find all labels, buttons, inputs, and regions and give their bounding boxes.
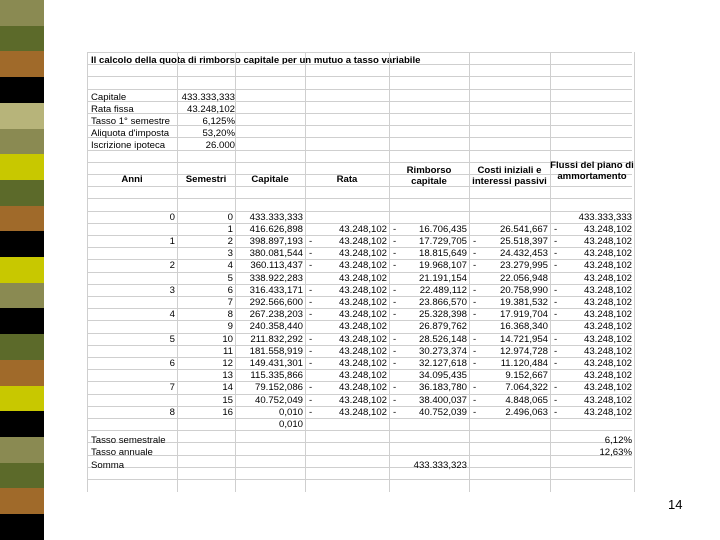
- stripe-segment: [0, 283, 44, 309]
- cell-capitale: 316.433,171: [249, 284, 303, 296]
- cell-anno: 6: [169, 358, 175, 369]
- cell-flussi: 43.248,102: [583, 406, 632, 418]
- cell-rimborso: 28.526,148: [418, 333, 467, 345]
- cell-rimborso-sign: -: [393, 333, 397, 345]
- stripe-segment: [0, 0, 44, 26]
- stripe-segment: [0, 360, 44, 386]
- cell-rimborso: 26.879,762: [418, 321, 467, 333]
- grid-line: [87, 430, 632, 431]
- column-header-rimborso: Rimborso capitale: [406, 164, 452, 187]
- cell-flussi: 43.248,102: [583, 358, 632, 369]
- param-value: 53,20%: [202, 128, 235, 140]
- cell-flussi: 43.248,102: [583, 333, 632, 345]
- cell-costi: 12.974,728: [499, 345, 548, 357]
- cell-rata-sign: -: [309, 260, 313, 272]
- cell-semestre: 13: [222, 370, 233, 382]
- cell-costi: 25.518,397: [499, 236, 548, 247]
- stripe-segment: [0, 463, 44, 489]
- sheet-title: Il calcolo della quota di rimborso capitale per un mutuo a tasso variabile: [91, 55, 421, 66]
- cell-rimborso-sign: -: [393, 284, 397, 296]
- cell-flussi-sign: -: [554, 358, 558, 369]
- grid-line: [87, 442, 632, 443]
- cell-semestre: 1: [227, 223, 233, 235]
- cell-flussi-sign: -: [554, 284, 558, 296]
- grid-line: [87, 64, 632, 65]
- cell-rata: 43.248,102: [338, 236, 387, 247]
- stripe-segment: [0, 437, 44, 463]
- cell-costi-sign: -: [473, 297, 477, 308]
- cell-rimborso-sign: -: [393, 382, 397, 394]
- cell-rata-sign: -: [309, 248, 313, 260]
- cell-rimborso: 38.400,037: [418, 394, 467, 406]
- footer-label: Somma: [91, 459, 125, 471]
- cell-capitale: 433.333,333: [249, 211, 303, 223]
- cell-costi: 19.381,532: [499, 297, 548, 308]
- cell-flussi-sign: -: [554, 382, 558, 394]
- cell-rimborso: 22.489,112: [419, 284, 467, 296]
- cell-flussi: 43.248,102: [583, 321, 632, 333]
- cell-costi: 16.368,340: [499, 321, 548, 333]
- cell-costi-sign: -: [473, 382, 477, 394]
- cell-capitale: 0,010: [278, 406, 303, 418]
- cell-costi: 11.120,484: [500, 358, 548, 369]
- grid-line: [87, 101, 632, 102]
- grid-line: [87, 198, 632, 199]
- cell-costi-sign: -: [473, 260, 477, 272]
- cell-costi: 2.496,063: [505, 406, 548, 418]
- cell-semestre: 4: [227, 260, 233, 272]
- cell-capitale: 149.431,301: [249, 358, 303, 369]
- cell-semestre: 3: [227, 248, 233, 260]
- cell-anno: 4: [169, 309, 175, 321]
- cell-anno: 7: [169, 382, 175, 394]
- cell-anno: 1: [169, 236, 175, 247]
- grid-line: [87, 418, 632, 419]
- cell-rata: 43.248,102: [338, 309, 387, 321]
- cell-rata: 43.248,102: [338, 260, 387, 272]
- cell-semestre: 8: [227, 309, 233, 321]
- stripe-segment: [0, 26, 44, 52]
- cell-capitale: 0,010: [278, 419, 303, 430]
- cell-flussi: 433.333,333: [578, 211, 632, 223]
- column-header-capitale: Capitale: [251, 173, 289, 185]
- param-value: 6,125%: [202, 116, 235, 127]
- cell-semestre: 15: [222, 394, 233, 406]
- grid-line: [87, 479, 632, 480]
- cell-anno: 2: [169, 260, 175, 272]
- cell-costi: 4.848,065: [505, 394, 548, 406]
- cell-flussi: 43.248,102: [583, 297, 632, 308]
- cell-semestre: 11: [223, 345, 233, 357]
- cell-flussi-sign: -: [554, 394, 558, 406]
- cell-rimborso: 23.866,570: [418, 297, 467, 308]
- param-label: Aliquota d'imposta: [91, 128, 170, 140]
- column-header-costi: Costi iniziali e interessi passivi: [472, 164, 547, 187]
- cell-capitale: 181.558,919: [249, 345, 303, 357]
- cell-semestre: 5: [227, 272, 233, 284]
- cell-rata: 43.248,102: [338, 272, 387, 284]
- column-header-rata: Rata: [336, 173, 358, 185]
- param-label: Iscrizione ipoteca: [91, 140, 166, 152]
- cell-costi: 9.152,667: [505, 370, 548, 382]
- footer-label: Tasso semestrale: [91, 435, 166, 447]
- cell-rimborso-sign: -: [393, 260, 397, 272]
- param-label: Capitale: [91, 91, 127, 103]
- cell-rata: 43.248,102: [338, 321, 387, 333]
- cell-rimborso: 40.752,039: [418, 406, 467, 418]
- cell-rata-sign: -: [309, 358, 313, 369]
- cell-rata-sign: -: [309, 394, 313, 406]
- stripe-segment: [0, 231, 44, 257]
- cell-semestre: 12: [222, 358, 233, 369]
- column-header-anni: Anni: [121, 173, 143, 185]
- cell-semestre: 16: [222, 406, 233, 418]
- cell-rimborso-sign: -: [393, 345, 397, 357]
- cell-flussi: 43.248,102: [583, 284, 632, 296]
- param-value: 26.000: [205, 140, 235, 152]
- cell-rimborso: 25.328,398: [418, 309, 467, 321]
- cell-rimborso: 32.127,618: [418, 358, 467, 369]
- stripe-segment: [0, 411, 44, 437]
- cell-costi: 23.279,995: [499, 260, 548, 272]
- cell-rata: 43.248,102: [338, 358, 387, 369]
- cell-anno: 8: [169, 406, 175, 418]
- cell-flussi-sign: -: [554, 333, 558, 345]
- stripe-segment: [0, 206, 44, 232]
- cell-costi: 26.541,667: [499, 223, 548, 235]
- cell-anno: 0: [169, 211, 175, 223]
- cell-rimborso-sign: -: [393, 406, 397, 418]
- cell-flussi-sign: -: [554, 406, 558, 418]
- grid-line: [87, 150, 632, 151]
- cell-flussi-sign: -: [554, 248, 558, 260]
- param-value: 43.248,102: [186, 103, 235, 115]
- cell-flussi: 43.248,102: [583, 236, 632, 247]
- cell-flussi-sign: -: [554, 223, 558, 235]
- cell-rimborso: 17.729,705: [418, 236, 467, 247]
- cell-semestre: 14: [222, 382, 233, 394]
- cell-costi: 17.919,704: [499, 309, 548, 321]
- cell-rata-sign: -: [309, 284, 313, 296]
- cell-costi-sign: -: [473, 248, 477, 260]
- cell-costi: 22.056,948: [499, 272, 548, 284]
- cell-rata: 43.248,102: [338, 223, 387, 235]
- cell-costi-sign: -: [473, 406, 477, 418]
- cell-costi: 7.064,322: [505, 382, 548, 394]
- cell-rata: 43.248,102: [338, 248, 387, 260]
- cell-semestre: 10: [222, 333, 233, 345]
- cell-flussi: 43.248,102: [583, 382, 632, 394]
- cell-rata: 43.248,102: [338, 284, 387, 296]
- cell-rata: 43.248,102: [338, 394, 387, 406]
- cell-flussi-sign: -: [554, 260, 558, 272]
- cell-rimborso: 34.095,435: [418, 370, 467, 382]
- cell-rata: 43.248,102: [338, 345, 387, 357]
- cell-rimborso: 36.183,780: [418, 382, 467, 394]
- grid-line: [87, 455, 632, 456]
- cell-rata-sign: -: [309, 406, 313, 418]
- stripe-segment: [0, 257, 44, 283]
- cell-costi-sign: -: [473, 394, 477, 406]
- cell-rata-sign: -: [309, 333, 313, 345]
- grid-line: [87, 467, 632, 468]
- stripe-segment: [0, 103, 44, 129]
- cell-semestre: 7: [227, 297, 233, 308]
- cell-rata: 43.248,102: [338, 382, 387, 394]
- cell-costi: 20.758,990: [499, 284, 548, 296]
- stripe-segment: [0, 77, 44, 103]
- footer-value: 6,12%: [604, 435, 632, 447]
- cell-capitale: 40.752,049: [254, 394, 303, 406]
- stripe-segment: [0, 51, 44, 77]
- cell-costi-sign: -: [473, 236, 477, 247]
- column-header-flussi: Flussi del piano di ammortamento: [550, 159, 634, 182]
- cell-costi-sign: -: [473, 284, 477, 296]
- cell-capitale: 360.113,437: [250, 260, 303, 272]
- cell-flussi: 43.248,102: [583, 272, 632, 284]
- cell-semestre: 6: [227, 284, 233, 296]
- cell-flussi-sign: -: [554, 236, 558, 247]
- param-value: 433.333,333: [181, 91, 235, 103]
- cell-flussi: 43.248,102: [583, 370, 632, 382]
- cell-capitale: 211.832,292: [250, 333, 303, 345]
- cell-flussi-sign: -: [554, 345, 558, 357]
- cell-capitale: 115.335,866: [250, 370, 303, 382]
- grid-line: [634, 52, 635, 492]
- stripe-segment: [0, 154, 44, 180]
- cell-rata-sign: -: [309, 382, 313, 394]
- cell-rata: 43.248,102: [338, 406, 387, 418]
- cell-rimborso: 21.191,154: [418, 272, 467, 284]
- cell-costi: 24.432,453: [499, 248, 548, 260]
- footer-label: Tasso annuale: [91, 447, 153, 459]
- cell-flussi: 43.248,102: [583, 394, 632, 406]
- cell-rimborso-sign: -: [393, 309, 397, 321]
- cell-rimborso-sign: -: [393, 248, 397, 260]
- cell-capitale: 416.626,898: [249, 223, 303, 235]
- footer-value: 12,63%: [599, 447, 632, 459]
- column-header-semestri: Semestri: [185, 173, 227, 185]
- cell-rimborso-sign: -: [393, 394, 397, 406]
- cell-flussi-sign: -: [554, 309, 558, 321]
- cell-rimborso-sign: -: [393, 236, 397, 247]
- cell-flussi: 43.248,102: [583, 248, 632, 260]
- cell-rimborso: 19.968,107: [418, 260, 467, 272]
- decorative-stripe-band: [0, 0, 44, 540]
- page-number: 14: [668, 497, 683, 512]
- cell-rata: 43.248,102: [338, 333, 387, 345]
- cell-rimborso: 30.273,374: [418, 345, 467, 357]
- stripe-segment: [0, 514, 44, 540]
- stripe-segment: [0, 308, 44, 334]
- cell-costi-sign: -: [473, 345, 477, 357]
- cell-capitale: 267.238,203: [249, 309, 303, 321]
- grid-line: [87, 113, 632, 114]
- stripe-segment: [0, 334, 44, 360]
- cell-anno: 5: [169, 333, 175, 345]
- cell-rimborso: 18.815,649: [418, 248, 467, 260]
- grid-line: [87, 76, 632, 77]
- cell-rimborso-sign: -: [393, 297, 397, 308]
- cell-capitale: 240.358,440: [249, 321, 303, 333]
- cell-rata-sign: -: [309, 309, 313, 321]
- grid-line: [87, 186, 632, 187]
- stripe-segment: [0, 129, 44, 155]
- cell-capitale: 398.897,193: [249, 236, 303, 247]
- cell-anno: 3: [169, 284, 175, 296]
- cell-flussi: 43.248,102: [583, 345, 632, 357]
- param-label: Rata fissa: [91, 103, 134, 115]
- cell-rata: 43.248,102: [338, 297, 387, 308]
- cell-flussi-sign: -: [554, 297, 558, 308]
- stripe-segment: [0, 180, 44, 206]
- spreadsheet-table: [87, 52, 632, 492]
- cell-rata-sign: -: [309, 236, 313, 247]
- cell-capitale: 79.152,086: [254, 382, 303, 394]
- cell-flussi: 43.248,102: [583, 223, 632, 235]
- cell-rata: 43.248,102: [338, 370, 387, 382]
- cell-costi-sign: -: [473, 333, 477, 345]
- grid-line: [87, 52, 632, 53]
- cell-semestre: 9: [227, 321, 233, 333]
- footer-rimborso: 433.333,323: [413, 459, 467, 471]
- cell-capitale: 292.566,600: [249, 297, 303, 308]
- cell-costi-sign: -: [473, 309, 477, 321]
- cell-semestre: 0: [227, 211, 233, 223]
- cell-flussi: 43.248,102: [583, 309, 632, 321]
- grid-line: [87, 89, 632, 90]
- cell-capitale: 338.922,283: [249, 272, 303, 284]
- stripe-segment: [0, 488, 44, 514]
- cell-rata-sign: -: [309, 297, 313, 308]
- cell-semestre: 2: [227, 236, 233, 247]
- cell-flussi: 43.248,102: [583, 260, 632, 272]
- cell-costi: 14.721,954: [499, 333, 548, 345]
- cell-rimborso-sign: -: [393, 223, 397, 235]
- param-label: Tasso 1° semestre: [91, 116, 171, 127]
- cell-capitale: 380.081,544: [249, 248, 303, 260]
- cell-rimborso-sign: -: [393, 358, 397, 369]
- stripe-segment: [0, 386, 44, 412]
- cell-rimborso: 16.706,435: [418, 223, 467, 235]
- cell-rata-sign: -: [309, 345, 313, 357]
- cell-costi-sign: -: [473, 358, 477, 369]
